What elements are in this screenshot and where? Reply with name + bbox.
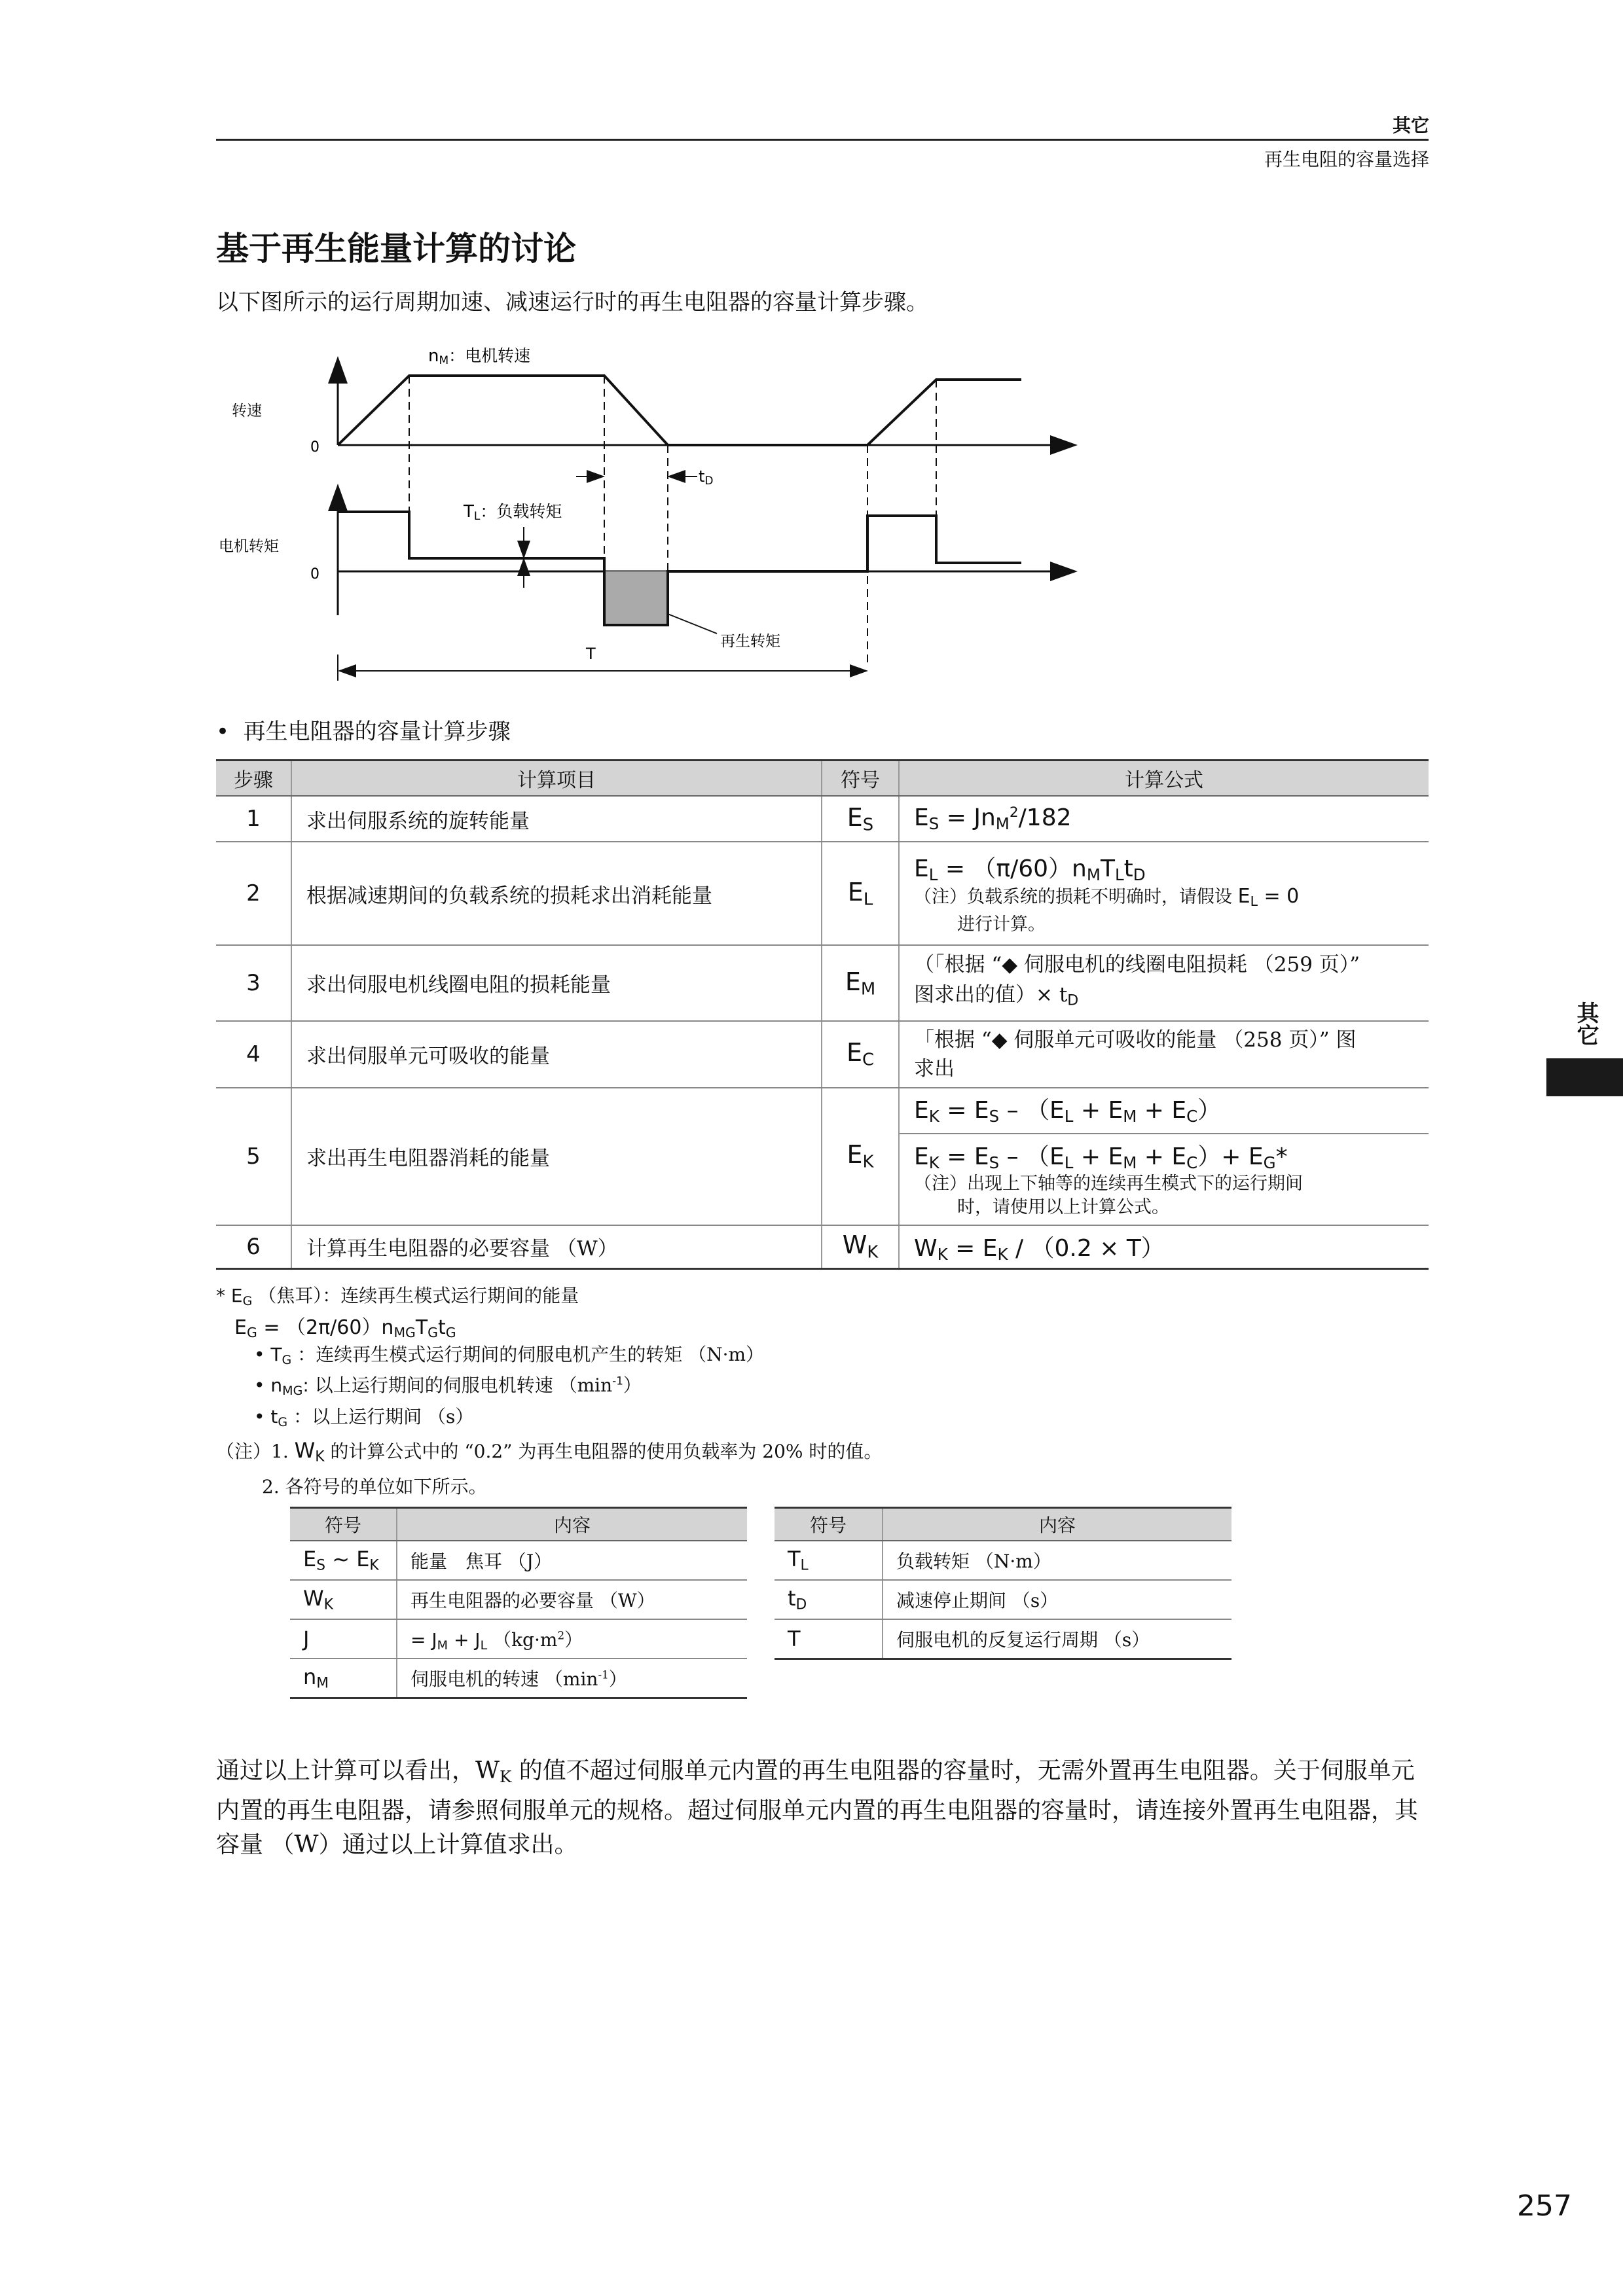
page-number: 257: [1517, 2189, 1572, 2223]
regen-steps-table: [216, 759, 1429, 1270]
units-table-right: 符号 内容 $T_L$ 负载转矩 （N·m） $t_D$ 减速停止期间 （s） T 伺服电机的反复运行周期 （s）: [775, 1507, 1231, 1660]
table-row: $T_L$ 负载转矩 （N·m）: [775, 1541, 1231, 1580]
table-row: 4 求出伺服单元可吸收的能量 $E_C$ 「根据 “◆ 伺服单元可吸收的能量 （258 页）” 图 求出: [216, 1021, 1429, 1088]
table-row: $E_S$ ~ $E_K$ 能量 焦耳 （J）: [290, 1541, 747, 1580]
header-step: 步骤: [216, 761, 291, 797]
table-row: $t_D$ 减速停止期间 （s）: [775, 1580, 1231, 1619]
formula-es: $E_S = Jn_M^2/182$: [899, 796, 1429, 842]
note-2: 2. 各符号的单位如下所示。: [262, 1476, 487, 1498]
formula-ek: $E_K = E_S - (E_L + E_M + E_C)$ $E_K = E_S - (E_L + E_M + E_C)+ E_G*$ （注）出现上下轴等的连续再生模式下的运行期间 时，请使用以上计算公式。: [899, 1088, 1429, 1225]
footnote-tg-time: • $t_G$ ：以上运行期间 （s）: [254, 1406, 474, 1429]
formula-em: （「根据 “◆ 伺服电机的线圈电阻损耗 （259 页）” 图求出的值）× $t_D$: [899, 945, 1429, 1021]
td-label: tD: [699, 467, 714, 488]
note-1: （注）1. $W_K$ 的计算公式中的 “0.2” 为再生电阻器的使用负载率为 20% 时的值。: [216, 1438, 883, 1465]
footnote-eg: * $E_G$ （焦耳）：连续再生模式运行期间的能量: [216, 1285, 579, 1308]
units-table-left: 符号 内容 $E_S$ ~ $E_K$ 能量 焦耳 （J） $W_K$ 再生电阻器的必要容量 （W） J = $J_M + J_L$ $(kg\cdot m^2)$ $n_M$ 伺服电机的转速 $(\min^{-1})$: [290, 1507, 747, 1699]
table-row: 3 求出伺服电机线圈电阻的损耗能量 $E_M$ （「根据 “◆ 伺服电机的线圈电阻损耗 （259 页）” 图求出的值）× $t_D$: [216, 945, 1429, 1021]
header-rule: [216, 139, 1429, 141]
header-section: 再生电阻的容量选择: [1264, 149, 1429, 170]
period-label: T: [586, 645, 596, 663]
torque-axis-label: 电机转矩: [219, 538, 279, 555]
table-row: J = $J_M + J_L$ $(kg\cdot m^2)$: [290, 1619, 747, 1659]
table-row: $W_K$ 再生电阻器的必要容量 （W）: [290, 1580, 747, 1619]
table-row: $n_M$ 伺服电机的转速 $(\min^{-1})$: [290, 1659, 747, 1698]
footnote-tg: • $T_G$ ：连续再生模式运行期间的伺服电机产生的转矩 （N·m）: [254, 1344, 765, 1367]
intro-text: 以下图所示的运行周期加速、减速运行时的再生电阻器的容量计算步骤。: [216, 289, 928, 315]
steps-heading: • 再生电阻器的容量计算步骤: [216, 719, 511, 745]
nm-label: nM：电机转速: [428, 346, 531, 367]
table-row: 2 根据减速期间的负载系统的损耗求出消耗能量 $E_L$ $E_L = (\pi/60)n_MT_Lt_D$ （注）负载系统的损耗不明确时，请假设 $E_L = 0$ 进行计算。: [216, 842, 1429, 945]
side-tab-marker: [1546, 1058, 1623, 1096]
header-item: 计算项目: [291, 761, 822, 797]
formula-ec: 「根据 “◆ 伺服单元可吸收的能量 （258 页）” 图 求出: [899, 1021, 1429, 1088]
header-symbol: 符号: [822, 761, 899, 797]
torque-zero-label: 0: [310, 566, 319, 583]
header-chapter: 其它: [1392, 115, 1429, 136]
formula-wk: $W_K = E_K / (0.2 \times T)$: [899, 1225, 1429, 1269]
formula-el: $E_L = (\pi/60)n_MT_Lt_D$ （注）负载系统的损耗不明确时，请假设 $E_L = 0$ 进行计算。: [899, 842, 1429, 945]
speed-torque-diagram: [210, 340, 1100, 694]
footnote-eg-formula: $E_G = (2\pi/60)n_{MG}T_Gt_G$: [234, 1316, 456, 1341]
regen-torque-label: 再生转矩: [720, 633, 780, 650]
table-row: 1 求出伺服系统的旋转能量 $E_S$ $E_S = Jn_M^2/182$: [216, 796, 1429, 842]
table-row: 6 计算再生电阻器的必要容量 （W） $W_K$ $W_K = E_K / (0.2 \times T)$: [216, 1225, 1429, 1269]
speed-axis-label: 转速: [232, 403, 262, 420]
table-row: 5 求出再生电阻器消耗的能量 $E_K$ $E_K = E_S - (E_L + E_M + E_C)$ $E_K = E_S - (E_L + E_M + E_C)+ E_G*$ （注）出现上下轴等的连续再生模式下的运行期间 时，请使用以上计算公式。: [216, 1088, 1429, 1225]
conclusion-text: 通过以上计算可以看出，$W_K$ 的值不超过伺服单元内置的再生电阻器的容量时，无需外置再生电阻器。关于伺服单元内置的再生电阻器，请参照伺服单元的规格。超过伺服单元内置的再生电阻器的容量时，请连接外置再生电阻器，其容量 （W）通过以上计算值求出。: [216, 1757, 1419, 1859]
tl-label: TL：负载转矩: [464, 502, 562, 523]
header-formula: 计算公式: [899, 761, 1429, 797]
table-row: T 伺服电机的反复运行周期 （s）: [775, 1619, 1231, 1659]
speed-zero-label: 0: [310, 439, 319, 456]
footnote-nmg: • $n_{MG}$: 以上运行期间的伺服电机转速 $(\min^{-1})$: [254, 1374, 642, 1398]
side-tab-label: 其它: [1573, 1001, 1599, 1046]
page-title: 基于再生能量计算的讨论: [216, 230, 576, 268]
